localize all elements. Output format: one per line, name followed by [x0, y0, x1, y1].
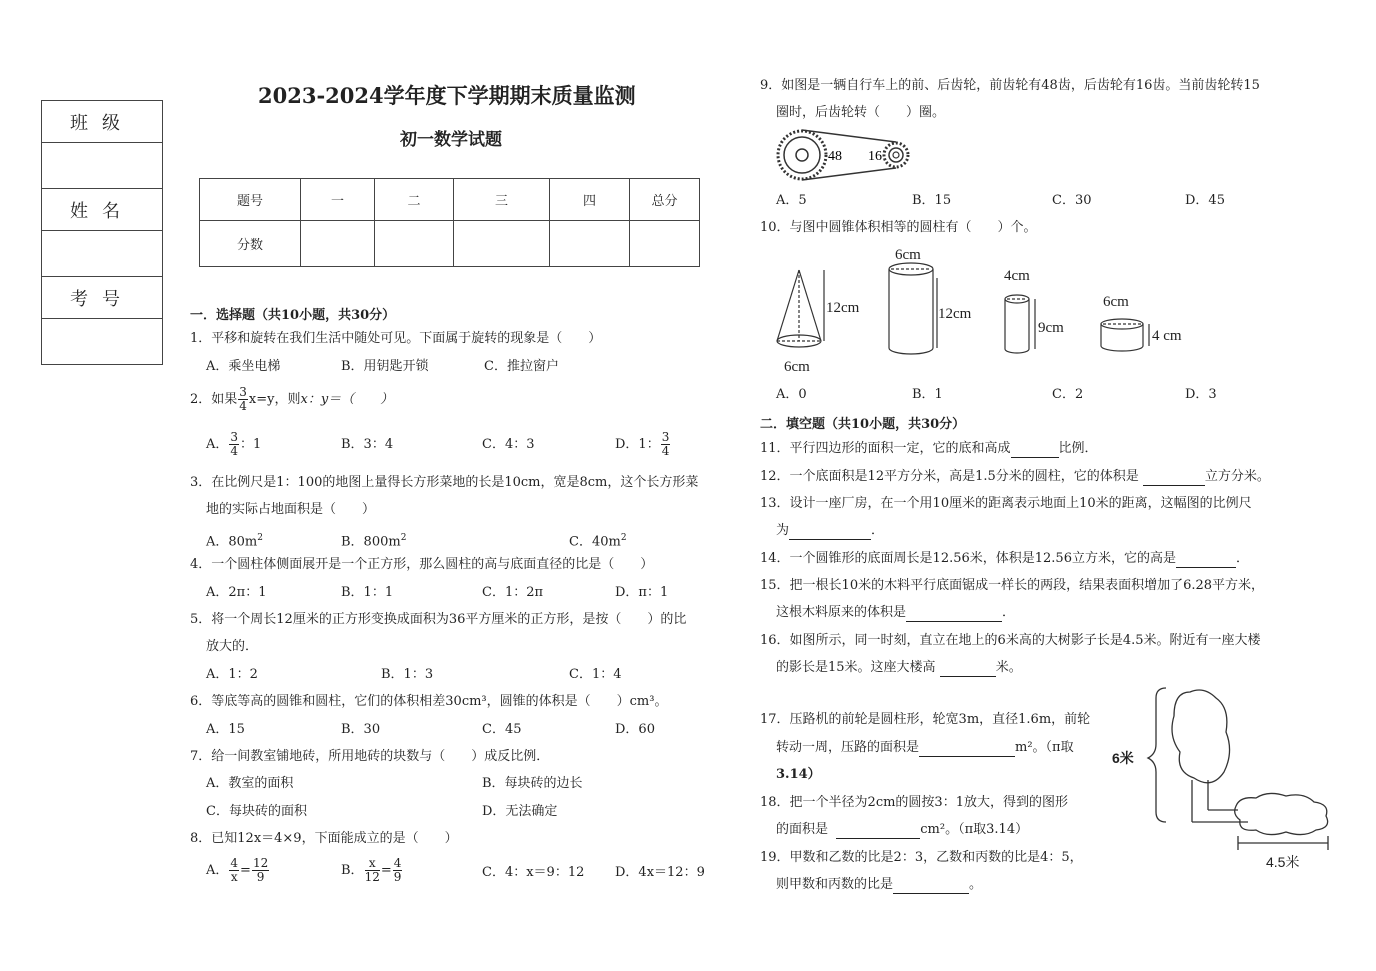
- q6-stem: 6．等底等高的圆锥和圆柱，它们的体积相差30cm³，圆锥的体积是（ ）cm³。: [190, 694, 668, 709]
- q3-line1: 3．在比例尺是1：100的地图上量得长方形菜地的长是10cm，宽是8cm，这个长方形菜: [190, 475, 699, 490]
- q11-text: 11．平行四边形的面积一定，它的底和高成: [760, 441, 1011, 456]
- section-heading-fill: 二．填空题（共10小题，共30分）: [760, 417, 966, 432]
- gear-small-label: 16: [868, 149, 882, 164]
- q5-option-c[interactable]: C．1：4: [569, 667, 622, 682]
- shadow-crown-icon: [1235, 793, 1328, 834]
- q11-answer-blank[interactable]: [1011, 441, 1059, 458]
- q4-option-c[interactable]: C．1：2π: [482, 585, 544, 600]
- fraction: [252, 857, 269, 884]
- q16-line2: [776, 660, 1022, 677]
- fraction-three-quarters: [229, 431, 239, 458]
- q7-option-b[interactable]: B．每块砖的边长: [482, 776, 583, 791]
- exam-number-label: 考号: [42, 277, 163, 319]
- chain-bottom: [802, 168, 896, 180]
- q3-option-c-text: C．40m: [569, 534, 621, 550]
- q18-line2: [776, 822, 1028, 839]
- q2-stem-mid: x=y，则: [248, 392, 301, 407]
- fraction-num: 12: [252, 856, 269, 870]
- cylinder-1-shape: [889, 263, 937, 354]
- q6-option-d[interactable]: D．60: [615, 722, 655, 737]
- fraction-den: x: [230, 870, 238, 884]
- fraction-num: 3: [230, 430, 239, 444]
- q7-option-d[interactable]: D．无法确定: [482, 804, 558, 819]
- section-heading-choice: 一．选择题（共10小题，共30分）: [190, 308, 396, 323]
- q12: [760, 469, 1270, 486]
- q14-text: 14．一个圆锥形的底面周长是12.56米，体积是12.56立方米，它的高是: [760, 551, 1176, 566]
- q4-stem: 4．一个圆柱体侧面展开是一个正方形，那么圆柱的高与底面直径的比是（ ）: [190, 557, 654, 572]
- cylinder-3-diameter-label: 6cm: [1103, 294, 1129, 310]
- fraction-den: 9: [393, 870, 402, 884]
- score-cell[interactable]: [454, 221, 550, 267]
- chain-top: [802, 130, 896, 142]
- gear-small-icon: [884, 143, 908, 167]
- q3-option-a-text: A．80m: [206, 534, 258, 550]
- q15-answer-blank[interactable]: [906, 605, 1002, 622]
- score-table: [199, 178, 700, 267]
- q13-end: ．: [871, 523, 885, 538]
- q3-option-a[interactable]: [206, 530, 263, 550]
- q1-option-c[interactable]: C．推拉窗户: [484, 359, 559, 374]
- q17-answer-blank[interactable]: [919, 740, 1015, 757]
- q10-option-b[interactable]: B．1: [912, 387, 943, 402]
- q2-option-a-post: ：1: [240, 437, 262, 452]
- cylinder-1-diameter-label: 6cm: [895, 247, 921, 263]
- q7-stem: 7．给一间教室铺地砖，所用地砖的块数与（ ）成反比例．: [190, 749, 550, 764]
- fraction-den: 4: [239, 399, 247, 413]
- fraction-den: 4: [661, 444, 670, 458]
- q8-stem: 8．已知12x＝4×9，下面能成立的是（ ）: [190, 831, 458, 846]
- q13-answer-blank[interactable]: [789, 523, 871, 540]
- fraction-num: x: [365, 857, 380, 871]
- q9-line2: 圈时，后齿轮转（ ）圈。: [776, 105, 946, 120]
- q2-option-a-pre: A．: [206, 437, 229, 452]
- q10-option-d[interactable]: D．3: [1185, 387, 1217, 402]
- fraction-num: 3: [661, 430, 670, 444]
- q14-end: ．: [1235, 551, 1249, 566]
- q6-option-c[interactable]: C．45: [482, 722, 522, 737]
- q10-option-c[interactable]: C．2: [1052, 387, 1084, 402]
- student-info-box: [41, 100, 163, 365]
- q16-line1: 16．如图所示，同一时刻，直立在地上的6米高的大树影子长是4.5米。附近有一座大楼: [760, 633, 1261, 648]
- cylinder-2-height-label: 9cm: [1038, 320, 1064, 336]
- name-label: 姓名: [42, 189, 163, 231]
- q18-answer-blank[interactable]: [836, 822, 920, 839]
- bicycle-gears-figure: [775, 128, 915, 184]
- q16-line2-text: 的影长是15米。这座大楼高: [776, 660, 936, 675]
- name-field[interactable]: [42, 231, 163, 277]
- q18-line2-text: 的面积是: [776, 822, 829, 837]
- q2-stem: [190, 386, 393, 413]
- q8-option-d[interactable]: D．4x＝12：9: [615, 865, 705, 880]
- q13-line2-text: 为: [776, 523, 790, 538]
- q18-line1: 18．把一个半径为2cm的圆按3：1放大，得到的图形: [760, 795, 1068, 810]
- q1-option-b[interactable]: B．用钥匙开锁: [341, 359, 429, 374]
- q5-option-b[interactable]: B．1：3: [381, 667, 434, 682]
- fraction: [229, 857, 239, 884]
- tree-height-label: 6米: [1112, 750, 1134, 766]
- class-field[interactable]: [42, 143, 163, 189]
- cone-cylinders-figure: [760, 242, 1200, 378]
- score-cell[interactable]: [375, 221, 454, 267]
- q11-end: 比例．: [1058, 441, 1098, 456]
- q17-line3: 3.14）: [776, 767, 821, 782]
- score-header: 题号: [200, 179, 301, 221]
- q1-stem: 1．平移和旋转在我们生活中随处可见。下面属于旋转的现象是（ ）: [190, 331, 602, 346]
- cone-height-label: 12cm: [826, 300, 860, 316]
- q8-option-b-pre: B．: [341, 863, 364, 878]
- q9-line1: 9．如图是一辆自行车上的前、后齿轮，前齿轮有48齿，后齿轮有16齿。当前齿轮转15: [760, 78, 1260, 93]
- score-header: 一: [301, 179, 375, 221]
- q5-line2: 放大的．: [206, 639, 259, 654]
- q17-line1: 17．压路机的前轮是圆柱形，轮宽3m，直径1.6m，前轮: [760, 712, 1091, 727]
- score-cell[interactable]: [630, 221, 700, 267]
- q17-line2-end: m²。（π取: [1015, 740, 1074, 755]
- q2-option-d[interactable]: [615, 431, 671, 458]
- q6-option-a[interactable]: A．15: [206, 722, 245, 737]
- q12-end: 立方分米。: [1204, 469, 1270, 484]
- q15-line1: 15．把一根长10米的木料平行底面锯成一样长的两段，结果表面积增加了6.28平方米，: [760, 578, 1265, 593]
- fraction: [393, 857, 403, 884]
- q18-line2-end: cm²。（π取3.14）: [920, 822, 1029, 837]
- equals-sign: =: [380, 863, 392, 878]
- cylinder-2-shape: [1005, 295, 1035, 353]
- gear-big-icon: [778, 131, 826, 179]
- q4-option-a[interactable]: A．2π：1: [206, 585, 267, 600]
- q5-line1: 5．将一个周长12厘米的正方形变换成面积为36平方厘米的正方形，是按（ ）的比: [190, 612, 687, 627]
- q2-stem-end: x：y＝（ ）: [300, 392, 394, 407]
- q16-end: 米。: [995, 660, 1022, 675]
- score-header: 四: [550, 179, 630, 221]
- score-cell[interactable]: [550, 221, 630, 267]
- fraction-den: 9: [256, 870, 265, 884]
- q17-line2-text: 转动一周，压路的面积是: [776, 740, 920, 755]
- q8-option-a-pre: A．: [206, 863, 229, 878]
- class-label: 班级: [42, 101, 163, 143]
- page-subtitle: 初一数学试题: [400, 130, 502, 150]
- superscript: 2: [257, 533, 263, 543]
- q15-end: ．: [1002, 605, 1016, 620]
- q9-option-c[interactable]: C．30: [1052, 193, 1092, 208]
- q7-option-c[interactable]: C．每块砖的面积: [206, 804, 307, 819]
- q10-stem: 10．与图中圆锥体积相等的圆柱有（ ）个。: [760, 220, 1037, 235]
- q9-option-b[interactable]: B．15: [912, 193, 952, 208]
- fraction: [365, 857, 380, 884]
- q3-option-b-text: B．800m: [341, 534, 401, 550]
- height-brace: [1148, 688, 1166, 822]
- fraction-num: 4: [393, 856, 402, 870]
- q15-line2: [776, 605, 1015, 622]
- q16-answer-blank[interactable]: [940, 660, 996, 677]
- q2-stem-pre: 2．如果: [190, 392, 238, 407]
- fraction-den: 12: [364, 870, 380, 884]
- tree-shadow-figure: [1108, 686, 1340, 874]
- q17-line2: [776, 740, 1074, 757]
- score-header: 二: [375, 179, 454, 221]
- cone-shape: [777, 270, 824, 347]
- fraction-num: 3: [239, 385, 247, 399]
- equals-sign: =: [240, 863, 251, 878]
- score-row-label: 分数: [200, 221, 301, 267]
- q3-option-b[interactable]: [341, 530, 406, 550]
- fraction-three-quarters: [238, 386, 248, 413]
- q19-line2-end: 。: [969, 877, 983, 892]
- fraction-three-quarters: [661, 431, 671, 458]
- score-header: 三: [454, 179, 550, 221]
- fraction-num: 4: [230, 856, 239, 870]
- score-header: 总分: [630, 179, 700, 221]
- page-title: 2023-2024学年度下学期期末质量监测: [258, 83, 636, 108]
- cylinder-1-height-label: 12cm: [938, 306, 972, 322]
- q3-option-c[interactable]: [569, 530, 627, 550]
- q1-option-a[interactable]: A．乘坐电梯: [206, 359, 281, 374]
- cone-diameter-label: 6cm: [784, 359, 810, 375]
- q9-option-d[interactable]: D．45: [1185, 193, 1225, 208]
- exam-number-field[interactable]: [42, 319, 163, 365]
- q10-option-a[interactable]: A．0: [776, 387, 807, 402]
- gear-big-label: 48: [828, 149, 842, 164]
- q5-option-a[interactable]: A．1：2: [206, 667, 258, 682]
- q2-option-d-pre: D．1：: [615, 437, 660, 452]
- shadow-length-label: 4.5米: [1266, 854, 1300, 870]
- q14: [760, 551, 1249, 568]
- q19-line2: [776, 877, 982, 894]
- fraction-den: 4: [230, 444, 239, 458]
- q2-option-c[interactable]: C．4：3: [482, 437, 535, 452]
- q4-option-d[interactable]: D．π：1: [615, 585, 669, 600]
- q19-answer-blank[interactable]: [893, 877, 969, 894]
- q12-text: 12．一个底面积是12平方分米，高是1.5分米的圆柱，它的体积是: [760, 469, 1139, 484]
- q19-line2-text: 则甲数和丙数的比是: [776, 877, 894, 892]
- cylinder-2-diameter-label: 4cm: [1004, 268, 1030, 284]
- superscript: 2: [400, 533, 407, 543]
- q14-answer-blank[interactable]: [1176, 551, 1236, 568]
- q2-option-a[interactable]: [206, 431, 261, 458]
- q6-option-b[interactable]: B．30: [341, 722, 381, 737]
- cylinder-3-height-label: 4 cm: [1152, 328, 1182, 344]
- q3-line2: 地的实际占地面积是（ ）: [206, 502, 376, 517]
- q4-option-b[interactable]: B．1：1: [341, 585, 394, 600]
- q7-option-a[interactable]: A．教室的面积: [206, 776, 294, 791]
- tree-crown-icon: [1172, 690, 1230, 783]
- cylinder-3-shape: [1101, 319, 1149, 351]
- q2-option-b[interactable]: B．3：4: [341, 437, 394, 452]
- q12-answer-blank[interactable]: [1143, 469, 1205, 486]
- q9-option-a[interactable]: A．5: [776, 193, 807, 208]
- q8-option-c[interactable]: C．4：x＝9：12: [482, 865, 585, 880]
- superscript: 2: [620, 533, 627, 543]
- score-cell[interactable]: [301, 221, 375, 267]
- q19-line1: 19．甲数和乙数的比是2：3，乙数和丙数的比是4：5，: [760, 850, 1083, 865]
- q8-option-b[interactable]: [341, 857, 403, 884]
- q11: [760, 441, 1098, 458]
- q13-line2: [776, 523, 884, 540]
- q8-option-a[interactable]: [206, 857, 270, 884]
- q13-line1: 13．设计一座厂房，在一个用10厘米的距离表示地面上10米的距离，这幅图的比例尺: [760, 496, 1252, 511]
- q15-line2-text: 这根木料原来的体积是: [776, 605, 907, 620]
